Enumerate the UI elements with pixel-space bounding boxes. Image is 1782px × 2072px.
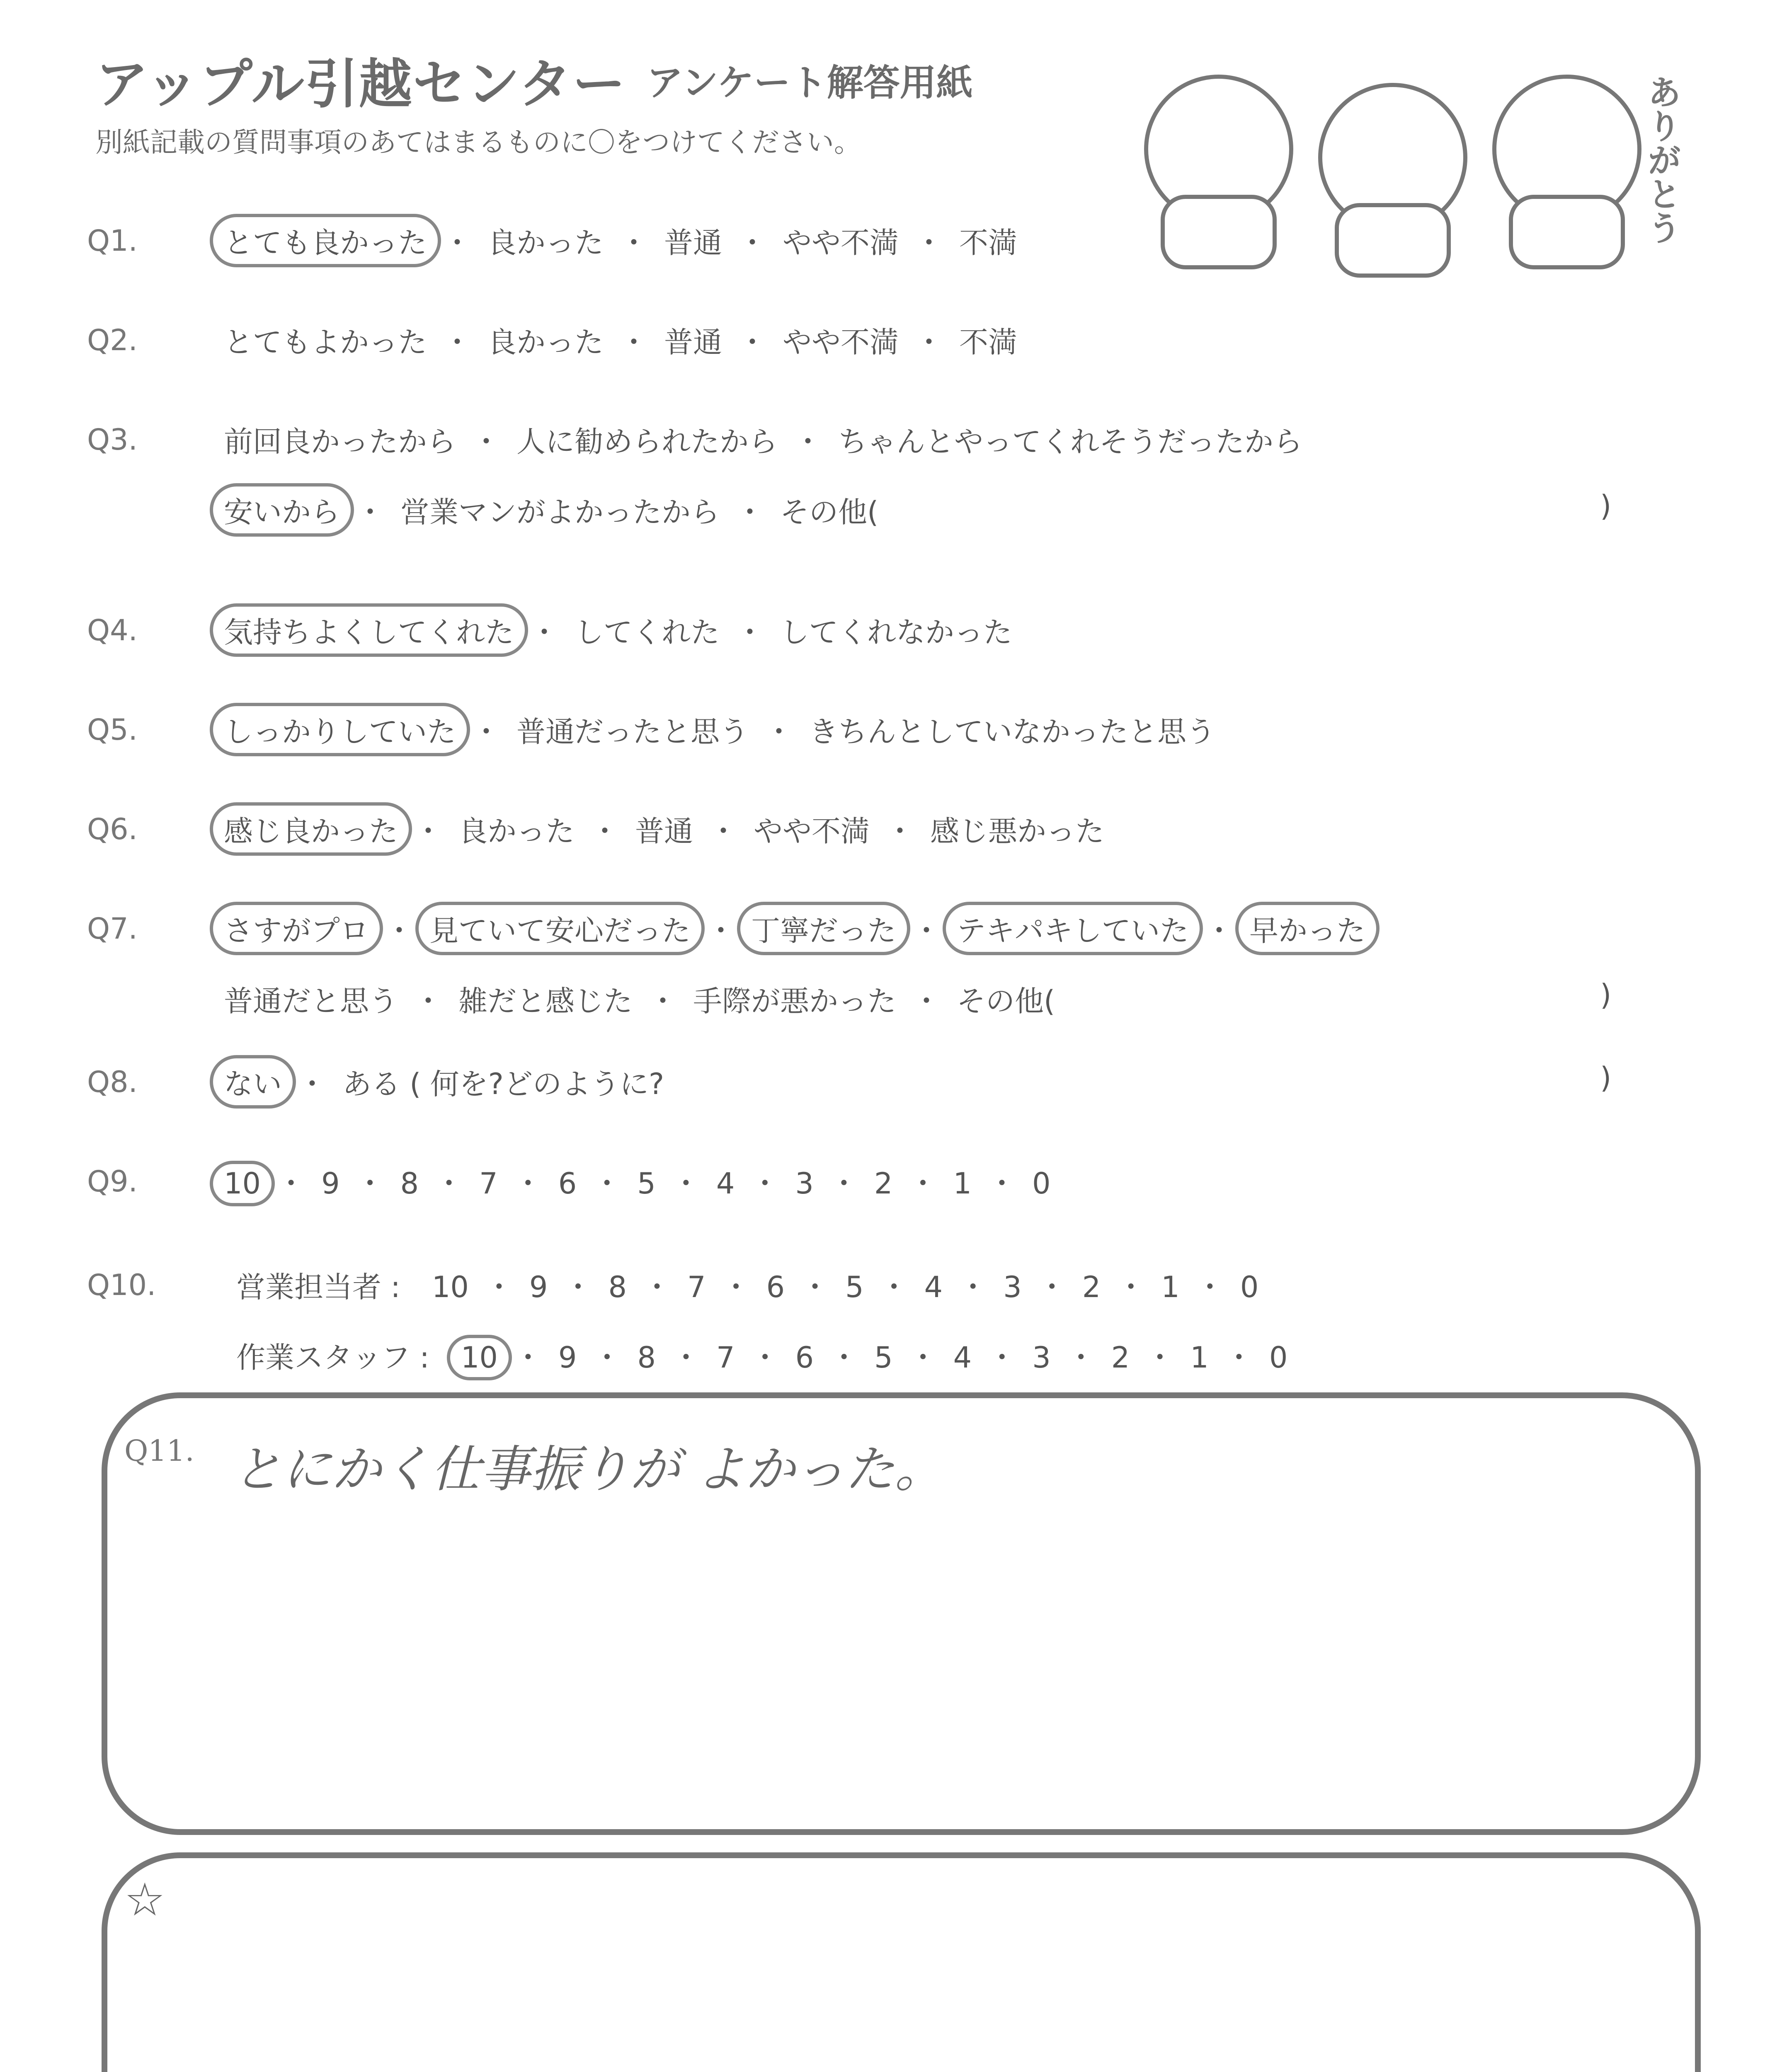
answer-option[interactable]: 5	[845, 1270, 864, 1304]
answer-option[interactable]: 1	[953, 1167, 972, 1201]
option-separator: ・	[443, 226, 472, 260]
option-separator: ・	[472, 715, 501, 749]
answer-options-row	[224, 1061, 664, 1103]
answer-option-circled[interactable]: 安いから	[210, 483, 354, 537]
option-separator: ・	[750, 1341, 780, 1375]
option-separator: ・	[513, 1341, 543, 1375]
answer-option[interactable]: 6	[795, 1341, 814, 1375]
answer-option[interactable]: 7	[716, 1341, 735, 1375]
answer-options-row	[224, 319, 1017, 361]
option-separator: ・	[735, 495, 764, 529]
form-subtitle: アンケート解答用紙	[647, 61, 973, 104]
q11-label: Q11.	[124, 1434, 194, 1468]
answer-option[interactable]: 1	[1161, 1270, 1180, 1304]
answer-option[interactable]: 1	[1190, 1341, 1209, 1375]
answer-option[interactable]: 4	[716, 1167, 735, 1201]
answer-option[interactable]: 0	[1269, 1341, 1288, 1375]
answer-option[interactable]: 5	[637, 1167, 656, 1201]
option-separator: ・	[1066, 1341, 1096, 1375]
option-separator: ・	[914, 325, 943, 359]
option-separator: ・	[879, 1270, 909, 1304]
answer-option[interactable]: 不満	[959, 226, 1017, 260]
answer-option-circled[interactable]: 10	[210, 1161, 275, 1206]
answer-option[interactable]: 不満	[959, 325, 1017, 359]
option-separator: ・	[443, 325, 472, 359]
question-label: Q8.	[87, 1065, 138, 1099]
answer-option[interactable]: 9	[558, 1341, 577, 1375]
answer-option[interactable]: やや不満	[783, 226, 899, 260]
answer-option[interactable]: 8	[637, 1341, 656, 1375]
question-label: Q2.	[87, 323, 138, 357]
option-separator: ・	[793, 425, 822, 459]
option-separator: ・	[1224, 1341, 1253, 1375]
answer-option[interactable]: 5	[874, 1341, 893, 1375]
answer-option-circled[interactable]: テキパキしていた	[943, 902, 1203, 955]
option-separator: ・	[672, 1341, 701, 1375]
option-separator: ・	[709, 814, 738, 848]
option-separator: ・	[563, 1270, 593, 1304]
option-separator: ・	[738, 325, 767, 359]
option-separator: ・	[276, 1167, 306, 1201]
answer-option[interactable]: 雑だと感じた	[458, 984, 633, 1018]
answer-option[interactable]: 前回良かったから	[224, 425, 456, 459]
answer-options-row	[236, 1334, 1287, 1376]
answer-option[interactable]: 営業マンがよかったから	[400, 495, 720, 529]
answer-option-circled[interactable]: ない	[210, 1055, 296, 1109]
instructions: 別紙記載の質問事項のあてはまるものに〇をつけてください。	[95, 126, 861, 158]
q11-answer-text: とにかく仕事振りが よかった。	[232, 1441, 945, 1498]
monkey-mascot-body-1	[1161, 195, 1277, 269]
answer-option[interactable]: 3	[1032, 1341, 1051, 1375]
answer-option-circled[interactable]: とても良かった	[210, 214, 441, 267]
star-icon: ☆	[124, 1873, 165, 1926]
option-separator: ・	[484, 1270, 514, 1304]
option-separator: ・	[590, 814, 619, 848]
answer-option-circled[interactable]: 早かった	[1235, 902, 1380, 955]
option-separator: ・	[958, 1270, 988, 1304]
question-label: Q9.	[87, 1164, 138, 1198]
option-separator: ・	[885, 814, 914, 848]
option-separator: ・	[648, 984, 677, 1018]
answer-option[interactable]: 3	[795, 1167, 814, 1201]
answer-option[interactable]: その他(	[780, 495, 879, 529]
answer-options-row	[224, 908, 1365, 949]
answer-option[interactable]: 営業担当者 :	[236, 1270, 400, 1304]
answer-option[interactable]: 手際が悪かった	[693, 984, 896, 1018]
option-separator: ・	[800, 1270, 830, 1304]
option-separator: ・	[642, 1270, 672, 1304]
answer-option[interactable]: 6	[558, 1167, 577, 1201]
answer-option[interactable]: 2	[874, 1167, 893, 1201]
option-separator: ・	[414, 984, 443, 1018]
answer-option[interactable]: 9	[321, 1167, 340, 1201]
option-separator: ・	[1195, 1270, 1224, 1304]
answer-option[interactable]: してくれなかった	[780, 615, 1012, 649]
option-separator: ・	[1116, 1270, 1146, 1304]
option-separator: ・	[472, 425, 501, 459]
option-separator: ・	[619, 226, 648, 260]
option-separator: ・	[914, 226, 943, 260]
star-comment-box	[102, 1852, 1701, 2072]
answer-option[interactable]: 良かった	[458, 814, 575, 848]
option-separator: ・	[434, 1167, 464, 1201]
question-label: Q5.	[87, 713, 138, 747]
option-separator: ・	[735, 615, 764, 649]
answer-options-row	[224, 609, 1012, 651]
answer-option[interactable]: 9	[529, 1270, 548, 1304]
answer-option[interactable]: 良かった	[487, 226, 604, 260]
answer-options-row	[224, 808, 1104, 850]
option-separator: ・	[671, 1167, 701, 1201]
answer-option[interactable]: 3	[1003, 1270, 1022, 1304]
option-separator: ・	[987, 1167, 1016, 1201]
answer-option[interactable]: 0	[1032, 1167, 1051, 1201]
option-separator: ・	[619, 325, 648, 359]
answer-options-row	[224, 419, 1302, 460]
option-separator: ・	[355, 1167, 385, 1201]
answer-option[interactable]: 7	[479, 1167, 498, 1201]
answer-option-circled[interactable]: 気持ちよくしてくれた	[210, 603, 528, 657]
close-paren: )	[1600, 489, 1612, 523]
question-label: Q4.	[87, 613, 138, 647]
option-separator: ・	[908, 1341, 938, 1375]
option-separator: ・	[1037, 1270, 1067, 1304]
answer-option-circled[interactable]: さすがプロ	[210, 902, 383, 955]
answer-options-row	[224, 709, 1215, 750]
answer-option[interactable]: 4	[953, 1341, 972, 1375]
option-separator: ・	[829, 1341, 859, 1375]
answer-option[interactable]: やや不満	[754, 814, 870, 848]
question-label: Q7.	[87, 912, 138, 946]
option-separator: ・	[987, 1341, 1017, 1375]
answer-option-circled[interactable]: 見ていて安心だった	[415, 902, 705, 955]
answer-option[interactable]: ちゃんとやってくれそうだったから	[838, 425, 1302, 459]
answer-option[interactable]: その他(	[957, 984, 1055, 1018]
answer-option[interactable]: してくれた	[575, 615, 720, 649]
option-separator: ・	[385, 914, 414, 948]
question-label: Q10.	[87, 1268, 156, 1302]
answer-options-row	[224, 220, 1017, 261]
question-label: Q1.	[87, 224, 138, 258]
answer-option[interactable]: 8	[400, 1167, 419, 1201]
close-paren: )	[1600, 978, 1612, 1012]
answer-option[interactable]: やや不満	[783, 325, 899, 359]
answer-option[interactable]: 4	[924, 1270, 943, 1304]
option-separator: ・	[1145, 1341, 1175, 1375]
answer-option[interactable]: とてもよかった	[224, 325, 427, 359]
answer-option[interactable]: 10	[432, 1270, 469, 1304]
question-label: Q6.	[87, 812, 138, 846]
option-separator: ・	[750, 1167, 780, 1201]
option-separator: ・	[414, 814, 443, 848]
answer-option-circled[interactable]: しっかりしていた	[210, 703, 470, 756]
answer-option-circled[interactable]: 丁寧だった	[737, 902, 910, 955]
monkey-mascot-body-2	[1335, 203, 1451, 278]
option-separator: ・	[721, 1270, 751, 1304]
answer-option[interactable]: 0	[1240, 1270, 1259, 1304]
answer-option[interactable]: きちんとしていなかったと思う	[809, 715, 1215, 749]
answer-option[interactable]: ある ( 何を?どのように?	[342, 1067, 664, 1101]
answer-options-row	[236, 1264, 1258, 1306]
option-separator: ・	[912, 984, 941, 1018]
answer-option-circled[interactable]: 10	[447, 1335, 512, 1380]
option-separator: ・	[829, 1167, 858, 1201]
answer-option[interactable]: 普通	[664, 325, 722, 359]
option-separator: ・	[530, 615, 559, 649]
option-separator: ・	[764, 715, 793, 749]
option-separator: ・	[908, 1167, 938, 1201]
thanks-caption: ありがとう	[1642, 75, 1681, 244]
option-separator: ・	[356, 495, 385, 529]
answer-option[interactable]: 普通	[635, 814, 693, 848]
answer-option[interactable]: 7	[687, 1270, 706, 1304]
option-separator: ・	[592, 1167, 622, 1201]
option-separator: ・	[1205, 914, 1234, 948]
answer-option[interactable]: 2	[1111, 1341, 1130, 1375]
answer-option[interactable]: 普通だったと思う	[516, 715, 749, 749]
answer-option[interactable]: 8	[608, 1270, 627, 1304]
form-title: アップル引越センター	[95, 53, 626, 115]
answer-options-row	[224, 978, 1055, 1020]
question-label: Q3.	[87, 423, 138, 457]
option-separator: ・	[513, 1167, 543, 1201]
answer-option[interactable]: 作業スタッフ :	[236, 1341, 429, 1375]
answer-option[interactable]: 感じ悪かった	[930, 814, 1104, 848]
option-separator: ・	[592, 1341, 622, 1375]
answer-option[interactable]: 良かった	[487, 325, 604, 359]
answer-option[interactable]: 人に勧められたから	[516, 425, 778, 459]
option-separator: ・	[738, 226, 767, 260]
option-separator: ・	[298, 1067, 327, 1101]
answer-option-circled[interactable]: 感じ良かった	[210, 802, 412, 856]
answer-option[interactable]: 普通	[664, 226, 722, 260]
answer-options-row	[224, 489, 878, 531]
answer-options-row	[224, 1160, 1051, 1202]
option-separator: ・	[706, 914, 735, 948]
answer-option[interactable]: 普通だと思う	[224, 984, 398, 1018]
answer-option[interactable]: 2	[1082, 1270, 1101, 1304]
monkey-mascot-body-3	[1509, 195, 1625, 269]
option-separator: ・	[912, 914, 941, 948]
close-paren: )	[1600, 1061, 1612, 1095]
answer-option[interactable]: 6	[766, 1270, 785, 1304]
